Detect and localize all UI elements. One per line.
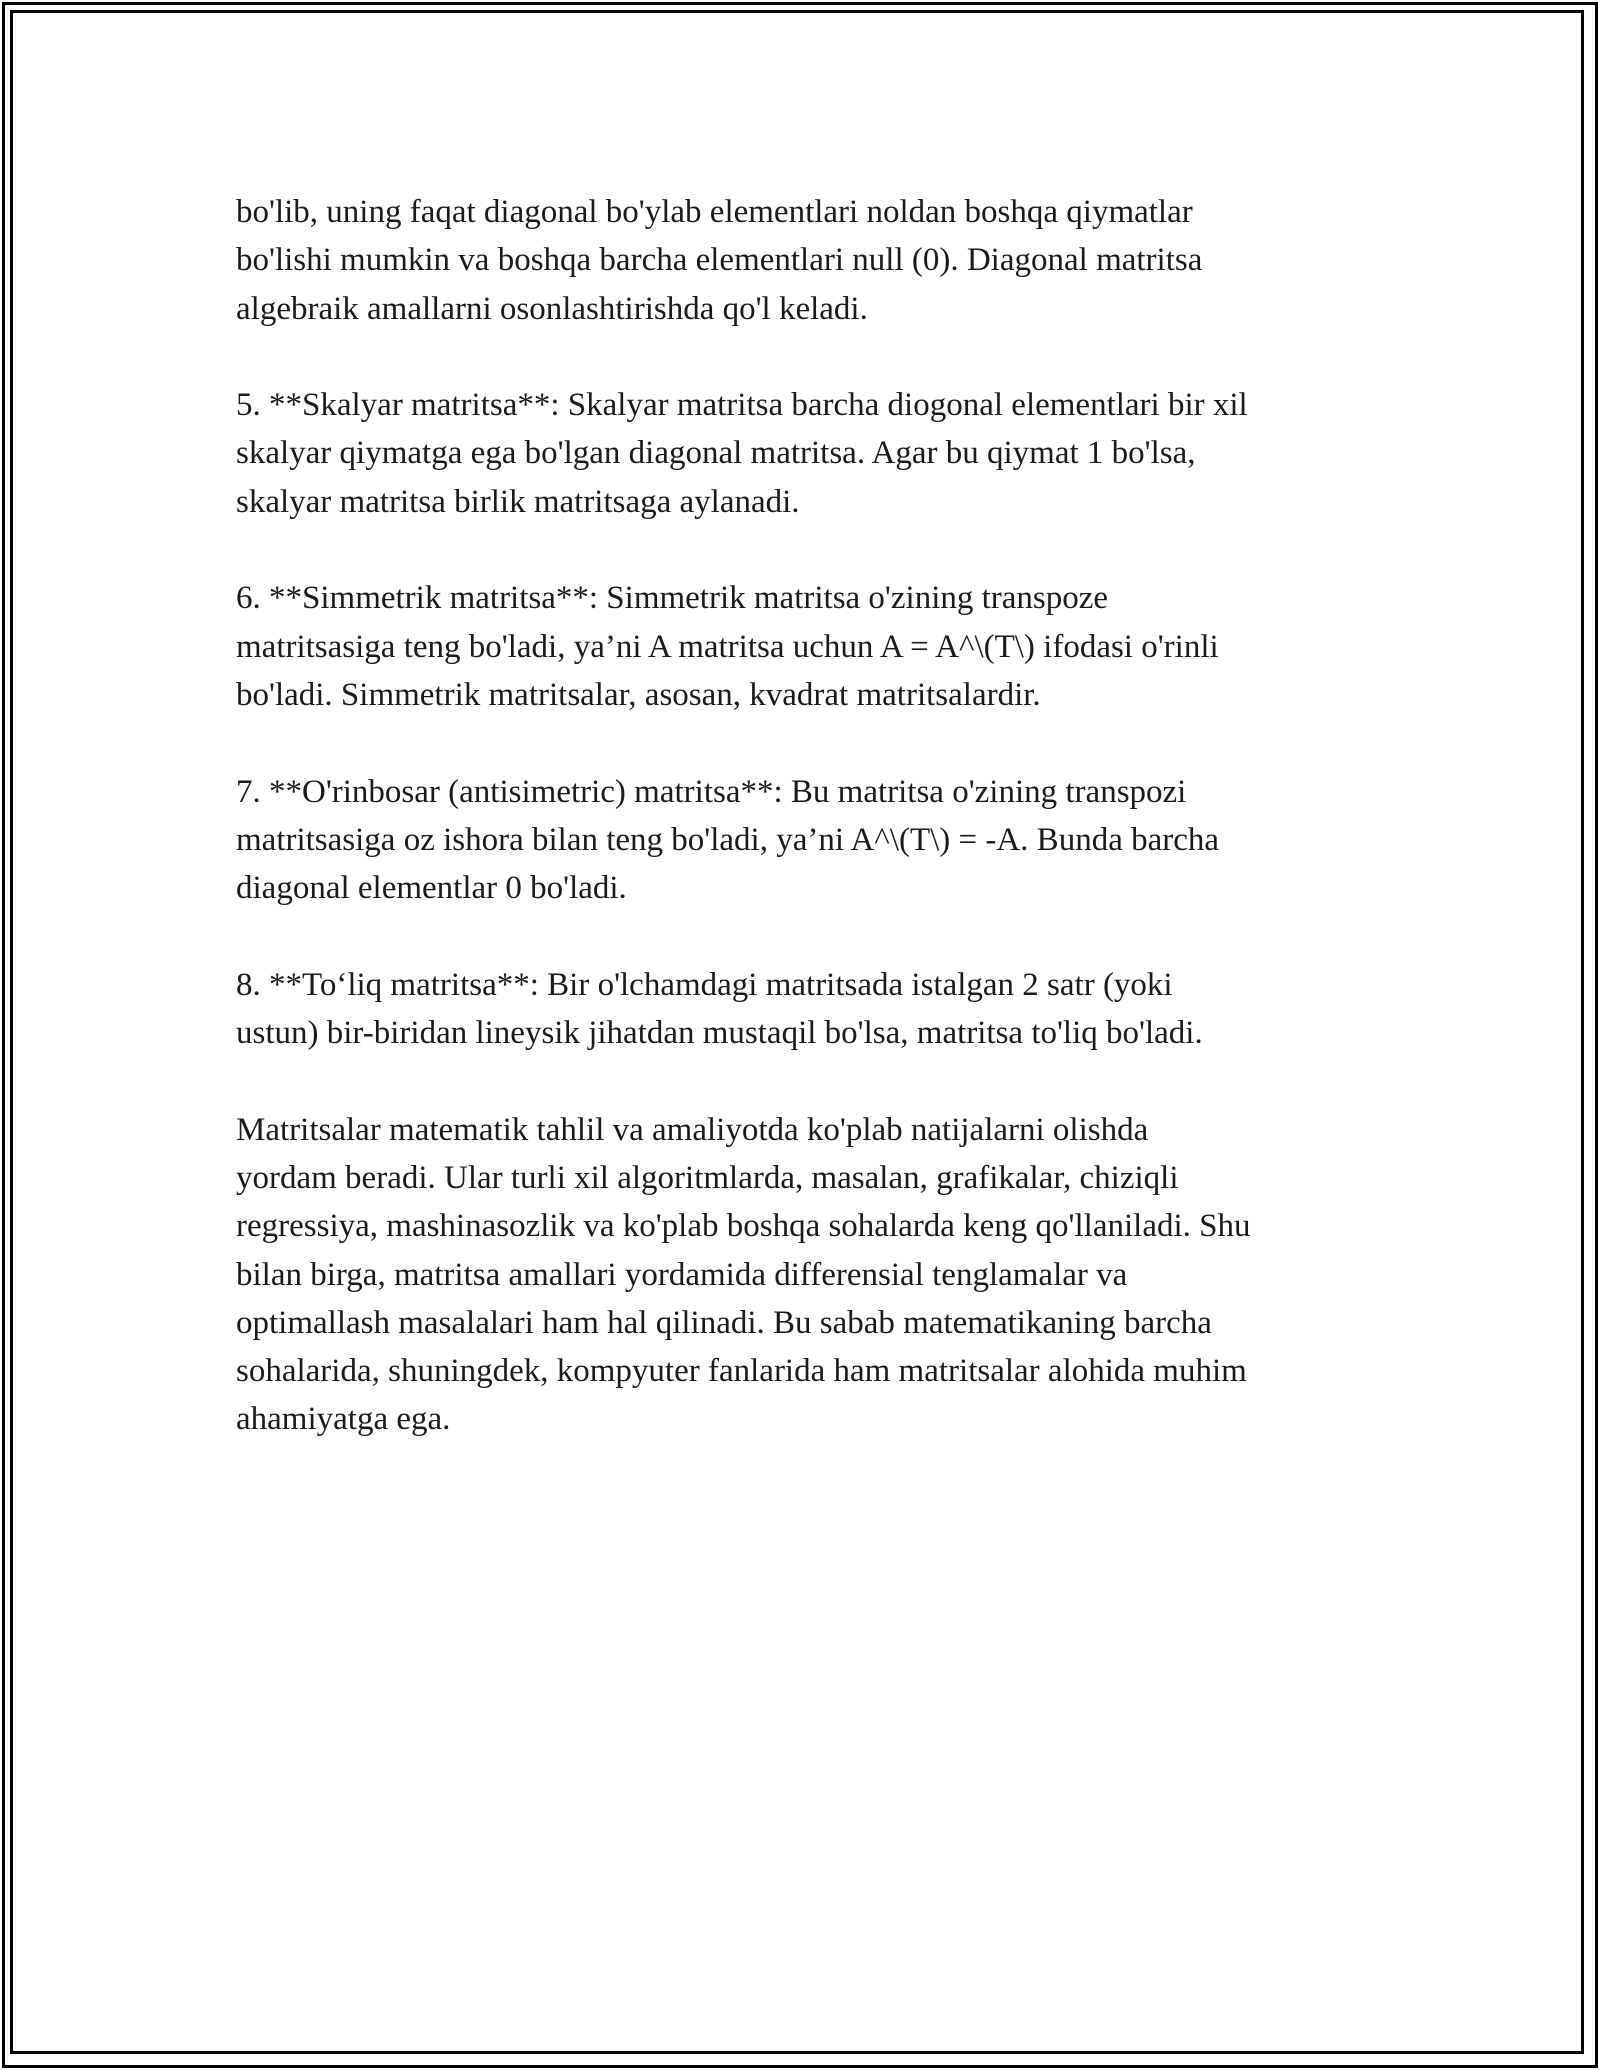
text-line: algebraik amallarni osonlashtirishda qo'l keladi. [236, 290, 868, 327]
paragraph-symmetric-matrix [236, 574, 1376, 719]
text-line: bo'ladi. Simmetrik matritsalar, asosan, kvadrat matritsalardir. [236, 676, 1041, 713]
text-line: optimallash masalalari ham hal qilinadi. Bu sabab matematikaning barcha [236, 1304, 1212, 1341]
paragraph-conclusion [236, 1106, 1376, 1444]
text-line: ustun) bir-biridan lineysik jihatdan mustaqil bo'lsa, matritsa to'liq bo'ladi. [236, 1015, 1203, 1052]
text-line: 7. **O'rinbosar (antisimetric) matritsa**: Bu matritsa o'zining transpozi [236, 773, 1187, 810]
text-line: regressiya, mashinasozlik va ko'plab boshqa sohalarda keng qo'llaniladi. Shu [236, 1208, 1251, 1245]
text-line: ahamiyatga ega. [236, 1401, 451, 1438]
text-line: bilan birga, matritsa amallari yordamida differensial tenglamalar va [236, 1256, 1128, 1293]
text-line: diagonal elementlar 0 bo'ladi. [236, 870, 627, 907]
paragraph-diagonal-continuation [236, 188, 1376, 333]
text-line: matritsasiga teng bo'ladi, ya’ni A matritsa uchun A = A^\(T\) ifodasi o'rinli [236, 628, 1219, 665]
text-line: 8. **To‘liq matritsa**: Bir o'lchamdagi matritsada istalgan 2 satr (yoki [236, 966, 1173, 1003]
text-line: skalyar qiymatga ega bo'lgan diagonal matritsa. Agar bu qiymat 1 bo'lsa, [236, 435, 1196, 472]
paragraph-full-rank-matrix [236, 961, 1376, 1058]
paragraph-antisymmetric-matrix [236, 768, 1376, 913]
text-line: skalyar matritsa birlik matritsaga aylanadi. [236, 483, 800, 520]
document-body [236, 188, 1376, 1492]
text-line: bo'lishi mumkin va boshqa barcha elementlari null (0). Diagonal matritsa [236, 242, 1203, 279]
text-line: 5. **Skalyar matritsa**: Skalyar matritsa barcha diogonal elementlari bir xil [236, 387, 1248, 424]
text-line: yordam beradi. Ular turli xil algoritmlarda, masalan, grafikalar, chiziqli [236, 1159, 1179, 1196]
text-line: Matritsalar matematik tahlil va amaliyotda ko'plab natijalarni olishda [236, 1111, 1149, 1148]
text-line: sohalarida, shuningdek, kompyuter fanlarida ham matritsalar alohida muhim [236, 1353, 1247, 1390]
text-line: 6. **Simmetrik matritsa**: Simmetrik matritsa o'zining transpoze [236, 580, 1109, 617]
paragraph-scalar-matrix [236, 381, 1376, 526]
text-line: matritsasiga oz ishora bilan teng bo'ladi, ya’ni A^\(T\) = -A. Bunda barcha [236, 821, 1220, 858]
text-line: bo'lib, uning faqat diagonal bo'ylab elementlari noldan boshqa qiymatlar [236, 194, 1193, 230]
